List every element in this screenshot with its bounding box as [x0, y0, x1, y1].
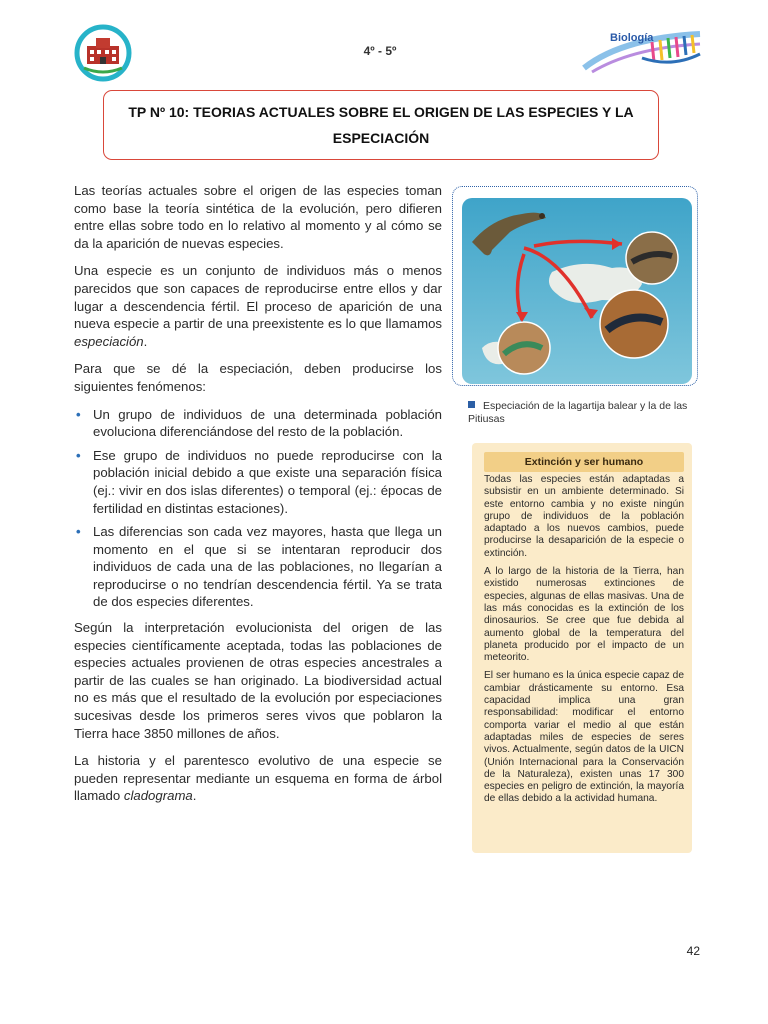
- page-title: TP Nº 10: TEORIAS ACTUALES SOBRE EL ORIGEN DE LAS ESPECIES Y LA ESPECIACIÓN: [128, 104, 634, 146]
- paragraph-species-definition: [74, 262, 442, 350]
- list-item-text: Un grupo de individuos de una determinada población evoluciona diferenciándose del resto de la población.: [93, 406, 442, 440]
- title-box: [103, 90, 659, 160]
- main-text: [74, 182, 442, 815]
- speciation-illustration: [462, 198, 692, 384]
- figure-caption: [468, 400, 698, 426]
- term-especiacion: especiación: [74, 333, 144, 349]
- list-item-text: Ese grupo de individuos no puede reproducirse con la población inicial debido a que existe una separación física (ej.: vivir en dos islas diferentes) o temporal (ej.: épocas de fertilidad en distintas estaciones).: [93, 447, 442, 516]
- caption-text: Especiación de la lagartija balear y la de las Pitiusas: [468, 400, 688, 425]
- bullet-icon: •: [76, 447, 81, 463]
- subject-label: Biología: [610, 32, 654, 44]
- sidebox-paragraph: El ser humano es la única especie capaz de cambiar drásticamente su entorno. Esa capacidad implica una gran responsabilidad: modificar el entorno comporta variar el medio al que están adaptadas miles de especies de seres vivos. Actualmente, según datos de la UICN (Unión Internacional para la Conservación de la Naturaleza), existen unas 17 300 especies en peligro de extinción, la mayoría de ellas debido a la actividad humana.: [484, 670, 684, 805]
- grade-label: 4º - 5º: [363, 44, 397, 58]
- text-run: La historia y el parentesco evolutivo de una especie se pueden representar mediante un esquema en forma de árbol llamado: [74, 753, 442, 804]
- list-item: [74, 523, 442, 611]
- conditions-list: [74, 406, 442, 612]
- list-item-text: Las diferencias son cada vez mayores, hasta que llega un momento en el que si se intentaran reproducir dos individuos de cada una de las poblaciones, no llegarían a reproducirse o no tendrían descendencia fértil. Ya se trata de dos especies diferentes.: [93, 524, 442, 610]
- text-run: .: [143, 333, 148, 349]
- sidebox-body: [484, 474, 684, 812]
- term-cladograma: cladograma: [123, 788, 193, 804]
- text-run: Una especie es un conjunto de individuos más o menos parecidos que son capaces de reproducirse entre ellos y dar lugar a descendencia fértil. El proceso de aparición de una nueva especie a partir de una preexistente es lo que llamamos: [74, 263, 442, 332]
- paragraph-intro: Las teorías actuales sobre el origen de las especies toman como base la teoría sintética de la evolución, pero difieren entre ellas sobre todo en lo relativo al momento y al cómo se da la aparición de nuevas especies.: [74, 183, 442, 251]
- sidebox-paragraph: Todas las especies están adaptadas a subsistir en un ambiente determinado. Si este entorno cambia y no existe ningún grupo de individuos de la población adaptado a los nuevos cambios, puede producirse la desaparición de la especie o extinción.: [484, 474, 684, 559]
- caption-marker-icon: [468, 401, 475, 408]
- list-item: [74, 447, 442, 517]
- list-item: [74, 406, 442, 441]
- sidebox-heading: Extinción y ser humano: [484, 452, 684, 472]
- school-logo: [74, 24, 132, 82]
- paragraph-evolution: Según la interpretación evolucionista del origen de las especies científicamente aceptada, todas las poblaciones de especies actuales provienen de otras especies ancestrales a partir de las cuales se han originado. La biodiversidad actual no es más que el resultado de la evolución por especiaciones sucesivas desde los primeros seres vivos que poblaron la Tierra hace 3850 millones de años.: [74, 620, 442, 741]
- paragraph-conditions: Para que se dé la especiación, deben producirse los siguientes fenómenos:: [74, 361, 442, 394]
- text-run: .: [192, 788, 197, 804]
- bullet-icon: •: [76, 524, 81, 540]
- sidebox-paragraph: A lo largo de la historia de la Tierra, han existido numerosas extinciones de especies, algunas de ellas masivas. Una de las más conocidas es la extinción de los dinosaurios. Se cree que fue debida al aumento global de la temperatura del planeta producido por el impacto de un meteorito.: [484, 566, 684, 664]
- page-number: 42: [686, 944, 700, 958]
- bullet-icon: •: [76, 406, 81, 422]
- paragraph-cladogram: [74, 752, 442, 805]
